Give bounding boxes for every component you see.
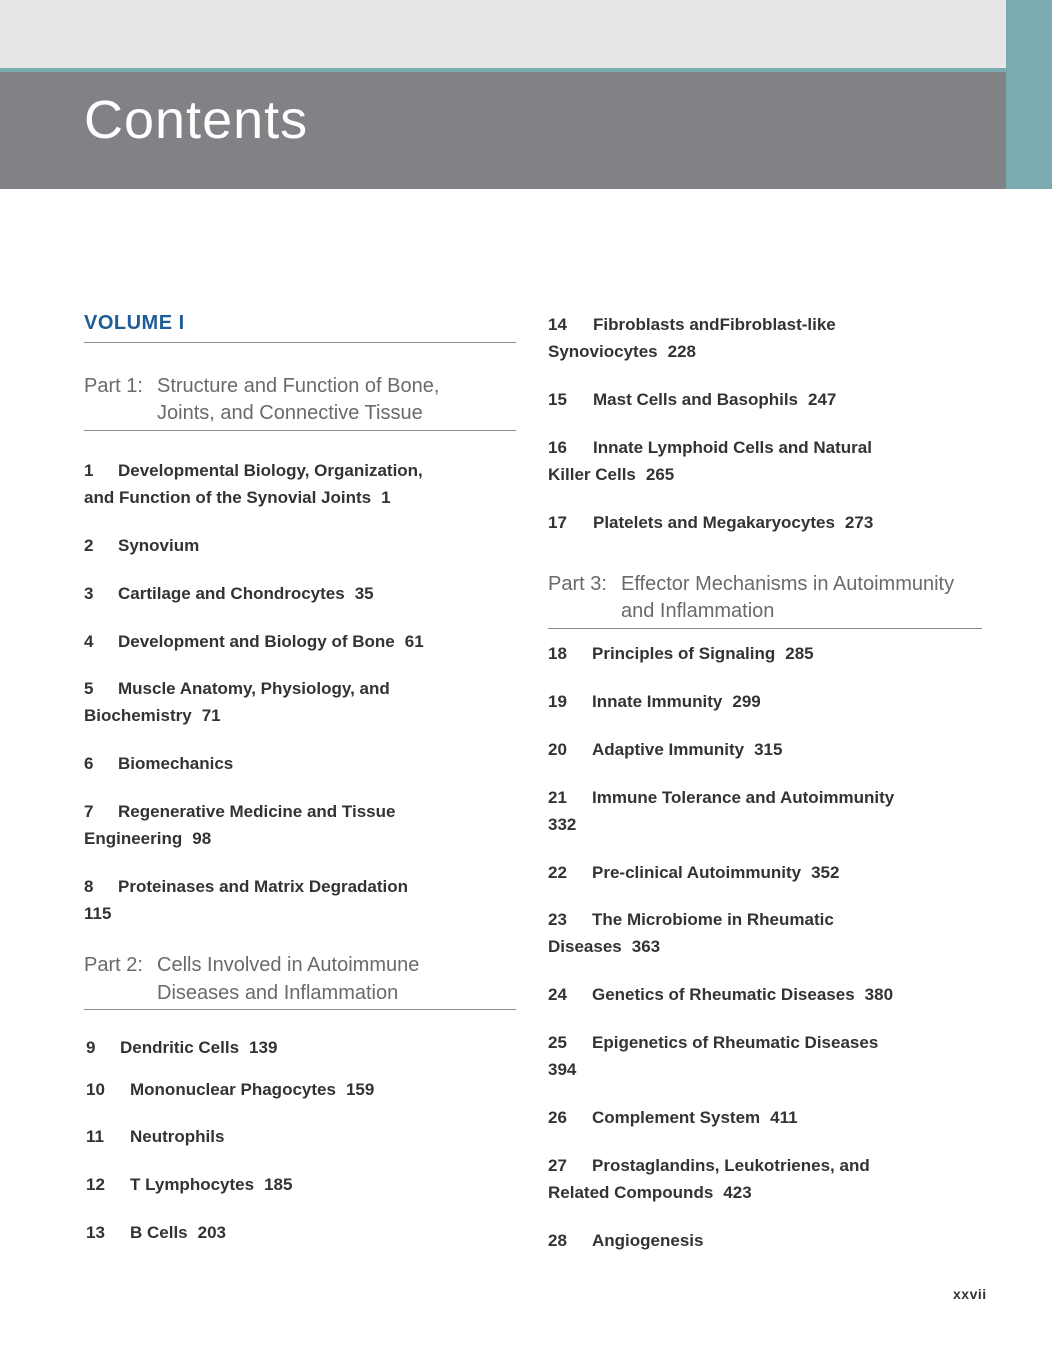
- page-number: 265: [645, 465, 675, 484]
- chapter-title: Angiogenesis: [592, 1231, 704, 1250]
- chapter-title: Adaptive Immunity: [592, 740, 745, 759]
- toc-entry[interactable]: [548, 1152, 870, 1206]
- chapter-title: Regenerative Medicine and Tissue: [118, 802, 396, 821]
- chapter-title: Innate Lymphoid Cells and Natural: [593, 438, 872, 457]
- chapter-title: Genetics of Rheumatic Diseases: [592, 985, 855, 1004]
- chapter-number: 12: [86, 1175, 105, 1194]
- part-heading-3: [548, 570, 982, 626]
- side-color-tab: [1006, 0, 1052, 189]
- chapter-title-cont: Synoviocytes: [548, 342, 658, 361]
- page-number: 315: [754, 740, 783, 759]
- page-number: 159: [345, 1080, 375, 1099]
- page-title: Contents: [84, 90, 309, 150]
- chapter-title-cont: 332: [548, 815, 577, 834]
- divider: [84, 430, 516, 431]
- part-number: Part 3:: [548, 573, 607, 595]
- chapter-number: 25: [548, 1033, 567, 1052]
- chapter-number: 18: [548, 644, 567, 663]
- part-heading-1: [84, 372, 516, 428]
- page-number: 185: [264, 1175, 293, 1194]
- chapter-title: Pre-clinical Autoimmunity: [592, 863, 802, 882]
- chapter-title-cont: Related Compounds: [548, 1183, 714, 1202]
- toc-entry[interactable]: [84, 798, 395, 852]
- chapter-number: 4: [84, 632, 94, 651]
- chapter-title: Cartilage and Chondrocytes: [118, 584, 345, 603]
- toc-entry[interactable]: [548, 981, 893, 1008]
- chapter-title: The Microbiome in Rheumatic: [592, 910, 834, 929]
- chapter-title: Development and Biology of Bone: [118, 632, 395, 651]
- toc-entry[interactable]: [86, 1219, 226, 1246]
- chapter-title-cont: 394: [548, 1060, 577, 1079]
- toc-entry[interactable]: [548, 1227, 703, 1254]
- chapter-title: Proteinases and Matrix Degradation: [118, 877, 409, 896]
- page-number: 1: [381, 488, 391, 507]
- chapter-number: 2: [84, 536, 94, 555]
- toc-entry[interactable]: [548, 688, 761, 715]
- chapter-title: Platelets and Megakaryocytes: [593, 513, 835, 532]
- toc-entry[interactable]: [86, 1034, 277, 1061]
- toc-entry[interactable]: [84, 532, 199, 559]
- chapter-number: 16: [548, 438, 567, 457]
- chapter-number: 7: [84, 802, 94, 821]
- chapter-number: 15: [548, 390, 567, 409]
- page-number: 228: [667, 342, 696, 361]
- chapter-number: 5: [84, 679, 94, 698]
- toc-entry[interactable]: [548, 1029, 878, 1083]
- header-top-strip: [0, 0, 1006, 68]
- toc-entry[interactable]: [548, 906, 834, 960]
- divider: [84, 342, 516, 343]
- chapter-number: 28: [548, 1231, 567, 1250]
- chapter-number: 22: [548, 863, 567, 882]
- part-title-line: Cells Involved in Autoimmune: [157, 954, 420, 976]
- toc-entry[interactable]: [84, 873, 408, 927]
- chapter-title-cont: Biochemistry: [84, 706, 192, 725]
- part-title-line: Joints, and Connective Tissue: [157, 402, 423, 424]
- toc-entry[interactable]: [548, 859, 839, 886]
- part-number: Part 2:: [84, 954, 143, 976]
- chapter-title: Principles of Signaling: [592, 644, 776, 663]
- chapter-title-cont: and Function of the Synovial Joints: [84, 488, 372, 507]
- chapter-number: 23: [548, 910, 567, 929]
- chapter-number: 6: [84, 754, 94, 773]
- chapter-title: Mast Cells and Basophils: [593, 390, 798, 409]
- toc-entry[interactable]: [548, 434, 872, 488]
- chapter-title: T Lymphocytes: [130, 1175, 255, 1194]
- page-number: 203: [197, 1223, 227, 1242]
- toc-entry[interactable]: [86, 1171, 292, 1198]
- part-title-line: and Inflammation: [621, 600, 775, 622]
- part-title-line: Diseases and Inflammation: [157, 982, 399, 1004]
- toc-entry[interactable]: [548, 386, 836, 413]
- chapter-number: 26: [548, 1108, 567, 1127]
- toc-entry[interactable]: [548, 784, 894, 838]
- toc-entry[interactable]: [86, 1123, 224, 1150]
- page-number: 423: [723, 1183, 752, 1202]
- page-folio: xxvii: [953, 1286, 987, 1302]
- chapter-title: Immune Tolerance and Autoimmunity: [592, 788, 895, 807]
- chapter-number: 3: [84, 584, 94, 603]
- page-number: 411: [770, 1108, 798, 1127]
- toc-entry[interactable]: [86, 1076, 374, 1103]
- chapter-number: 1: [84, 461, 94, 480]
- toc-entry[interactable]: [548, 640, 814, 667]
- chapter-number: 13: [86, 1223, 105, 1242]
- toc-entry[interactable]: [548, 311, 836, 365]
- chapter-title: Mononuclear Phagocytes: [130, 1080, 336, 1099]
- toc-entry[interactable]: [548, 1104, 798, 1131]
- divider: [84, 1009, 516, 1010]
- page-number: 98: [192, 829, 212, 848]
- toc-entry[interactable]: [548, 736, 782, 763]
- page-number: 139: [249, 1038, 278, 1057]
- toc-entry[interactable]: [84, 750, 233, 777]
- chapter-title: Complement System: [592, 1108, 761, 1127]
- toc-entry[interactable]: [84, 580, 374, 607]
- page-number: 71: [201, 706, 221, 725]
- part-heading-2: [84, 951, 516, 1007]
- chapter-number: 27: [548, 1156, 567, 1175]
- part-number: Part 1:: [84, 375, 143, 397]
- chapter-number: 11: [86, 1127, 104, 1146]
- chapter-number: 10: [86, 1080, 105, 1099]
- part-title-line: Effector Mechanisms in Autoimmunity: [621, 573, 955, 595]
- page-number: 35: [354, 584, 374, 603]
- toc-entry[interactable]: [548, 509, 873, 536]
- chapter-title: Innate Immunity: [592, 692, 723, 711]
- toc-entry[interactable]: [84, 628, 424, 655]
- chapter-title: Prostaglandins, Leukotrienes, and: [592, 1156, 870, 1175]
- chapter-title: Epigenetics of Rheumatic Diseases: [592, 1033, 879, 1052]
- divider: [548, 628, 982, 629]
- part-title-line: Structure and Function of Bone,: [157, 375, 440, 397]
- chapter-title: Dendritic Cells: [120, 1038, 240, 1057]
- volume-heading: VOLUME I: [84, 312, 185, 334]
- chapter-number: 17: [548, 513, 567, 532]
- chapter-title-cont: Diseases: [548, 937, 622, 956]
- page-number: 61: [404, 632, 424, 651]
- chapter-title: Fibroblasts andFibroblast-like: [593, 315, 836, 334]
- chapter-number: 21: [548, 788, 567, 807]
- chapter-number: 20: [548, 740, 567, 759]
- chapter-number: 9: [86, 1038, 96, 1057]
- chapter-title: Developmental Biology, Organization,: [118, 461, 423, 480]
- page-number: 352: [811, 863, 840, 882]
- chapter-number: 14: [548, 315, 567, 334]
- page-number: 247: [808, 390, 837, 409]
- page-number: 273: [844, 513, 874, 532]
- chapter-title: Biomechanics: [118, 754, 234, 773]
- page-number: 299: [732, 692, 761, 711]
- page-number: 380: [864, 985, 894, 1004]
- chapter-number: 24: [548, 985, 567, 1004]
- chapter-number: 8: [84, 877, 94, 896]
- chapter-title: Neutrophils: [130, 1127, 225, 1146]
- chapter-title-cont: 115: [84, 904, 112, 923]
- chapter-title-cont: Engineering: [84, 829, 183, 848]
- page-number: 363: [631, 937, 661, 956]
- page-number: 285: [785, 644, 814, 663]
- chapter-number: 19: [548, 692, 567, 711]
- toc-entry[interactable]: [84, 675, 390, 729]
- chapter-title: B Cells: [130, 1223, 188, 1242]
- chapter-title: Muscle Anatomy, Physiology, and: [118, 679, 390, 698]
- chapter-title: Synovium: [118, 536, 200, 555]
- chapter-title-cont: Killer Cells: [548, 465, 636, 484]
- toc-entry[interactable]: [84, 457, 423, 511]
